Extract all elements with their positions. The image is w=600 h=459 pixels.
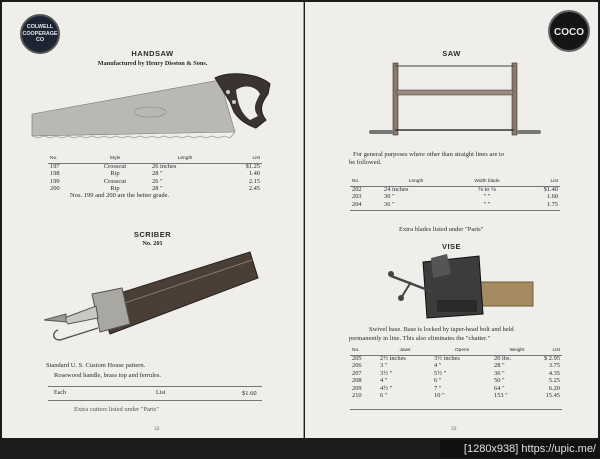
cell: 205: [352, 355, 362, 362]
cell: 3 ": [380, 362, 388, 370]
cell: " ": [483, 193, 491, 201]
cell: 64 ": [494, 384, 505, 392]
saw-title: SAW: [442, 49, 461, 58]
cell: Rip: [110, 185, 120, 193]
col-no: No.: [352, 179, 360, 184]
col-list: List: [252, 156, 260, 161]
table-rule: [350, 355, 562, 356]
cell: 15.45: [545, 392, 560, 400]
cell: ⅜ to ¼: [478, 186, 496, 193]
cell: 204: [352, 200, 362, 208]
handsaw-note: Nos. 199 and 200 are the better grade.: [70, 192, 170, 199]
vise-desc-1: Swivel base. Base is locked by taper-head bolt and held: [369, 326, 514, 333]
handsaw-illustration: [30, 72, 280, 142]
cell: 153 ": [494, 392, 508, 400]
saw-desc-2: be followed.: [349, 159, 382, 166]
cell: 3½ ": [380, 369, 393, 377]
col-weight: Weight: [509, 348, 525, 353]
scriber-desc-2: Rosewood handle, brass top and ferrules.: [54, 372, 162, 379]
table-row: [350, 392, 562, 399]
table-rule-bottom: [350, 210, 560, 211]
cell: 4 ": [434, 362, 442, 370]
table-row: [350, 186, 560, 193]
scriber-title: SCRIBER: [133, 230, 172, 239]
page-number-left: 32: [154, 426, 160, 432]
saw-table: [350, 177, 560, 208]
scriber-number: No. 201: [142, 240, 163, 247]
vise-title: VISE: [441, 242, 462, 251]
coco-logo: COCO: [548, 10, 590, 52]
left-page: [2, 2, 304, 438]
cell: 200: [50, 185, 60, 193]
price-label: List: [156, 390, 166, 396]
cell: Rip: [110, 170, 120, 178]
cell: Crosscut: [103, 163, 127, 170]
cell: 5.25: [548, 377, 560, 385]
table-row: [350, 193, 560, 200]
cell: 28 ": [152, 170, 163, 178]
cell: " ": [483, 200, 491, 208]
cell: 20 lbs.: [494, 355, 512, 362]
cell: $1.25: [245, 163, 260, 170]
cell: 4 ": [380, 377, 388, 385]
cell: 206: [352, 362, 362, 370]
cell: 1.60: [546, 193, 558, 201]
price-unit: Each: [54, 390, 66, 396]
cell: 6 ": [434, 377, 442, 385]
handsaw-title: HANDSAW: [131, 49, 174, 58]
cell: 3½ inches: [434, 355, 460, 362]
cell: 10 ": [434, 392, 445, 400]
scriber-desc-1: Standard U. S. Custom House pattern.: [46, 362, 146, 369]
page-number-right: 33: [451, 426, 457, 432]
cell: 207: [352, 369, 362, 377]
cell: 2½ inches: [380, 355, 406, 362]
cell: 36 ": [384, 200, 395, 208]
cell: 208: [352, 377, 362, 385]
cell: 209: [352, 384, 362, 392]
saw-note: Extra blades listed under "Parts": [399, 226, 484, 233]
table-row: [48, 170, 262, 177]
cell: 2.45: [248, 185, 260, 193]
cell: 4.35: [548, 369, 560, 377]
colwell-cooperage-logo: COLWELL COOPERAGE CO: [20, 14, 60, 54]
cell: 26 inches: [152, 163, 177, 170]
col-opens: Opens: [454, 348, 470, 353]
cell: $1.40: [543, 186, 558, 193]
cell: 7 ": [434, 384, 442, 392]
cell: 1.75: [546, 200, 558, 208]
scriber-illustration: [40, 248, 270, 348]
cell: 3.75: [548, 362, 560, 370]
price-rule-top: [48, 386, 262, 387]
price-value: $1.60: [242, 390, 257, 397]
cell: 36 ": [494, 369, 505, 377]
cell: 6.20: [548, 384, 560, 392]
col-list: List: [552, 348, 560, 353]
col-length: Length: [408, 179, 424, 184]
col-length: Length: [177, 156, 193, 161]
handsaw-subtitle: Manufactured by Henry Disston & Sons.: [97, 60, 208, 67]
cell: 24 inches: [384, 186, 409, 193]
cell: 4½ ": [380, 384, 393, 392]
cell: 199: [50, 177, 60, 185]
cell: Crosscut: [103, 177, 127, 185]
table-rule: [350, 186, 560, 187]
handsaw-table: [48, 154, 262, 193]
cell: 50 ": [494, 377, 505, 385]
cell: 197: [50, 163, 60, 170]
table-row: [48, 163, 262, 170]
right-page: [305, 2, 598, 438]
vise-desc-2: permanently in line. This also eliminates the "chatter.": [349, 335, 491, 342]
col-style: Style: [109, 156, 121, 161]
table-row: [48, 178, 262, 185]
table-row: [350, 385, 562, 392]
price-rule-bottom: [48, 400, 262, 401]
table-row: [350, 377, 562, 384]
table-rule: [48, 163, 262, 164]
frame-saw-illustration: [367, 60, 547, 140]
table-row: [350, 370, 562, 377]
cell: $ 2.95: [544, 355, 560, 362]
table-row: [350, 355, 562, 362]
col-width-blade: Width blade: [474, 179, 500, 184]
table-row: [350, 201, 560, 208]
cell: 28 ": [494, 362, 505, 370]
scriber-footer-note: Extra cutters listed under "Parts": [74, 406, 160, 413]
table-rule-bottom: [350, 409, 562, 410]
cell: 202: [352, 186, 362, 193]
watermark: [1280x938] https://upic.me/: [440, 440, 600, 458]
col-jaws: Jaws: [399, 348, 411, 353]
cell: 2.15: [248, 177, 260, 185]
col-no: No.: [352, 348, 360, 353]
saw-desc-1: For general purposes where other than straight lines are to: [353, 151, 505, 158]
cell: 5½ ": [434, 369, 447, 377]
cell: 30 ": [384, 193, 395, 201]
cell: 1.40: [248, 170, 260, 178]
col-list: List: [550, 179, 558, 184]
table-row: [350, 362, 562, 369]
cell: 28 ": [152, 185, 163, 193]
cell: 6 ": [380, 392, 388, 400]
col-no: No.: [50, 156, 58, 161]
cell: 198: [50, 170, 60, 178]
cell: 203: [352, 193, 362, 201]
cell: 210: [352, 392, 362, 400]
cell: 26 ": [152, 177, 163, 185]
vise-illustration: [387, 252, 537, 322]
